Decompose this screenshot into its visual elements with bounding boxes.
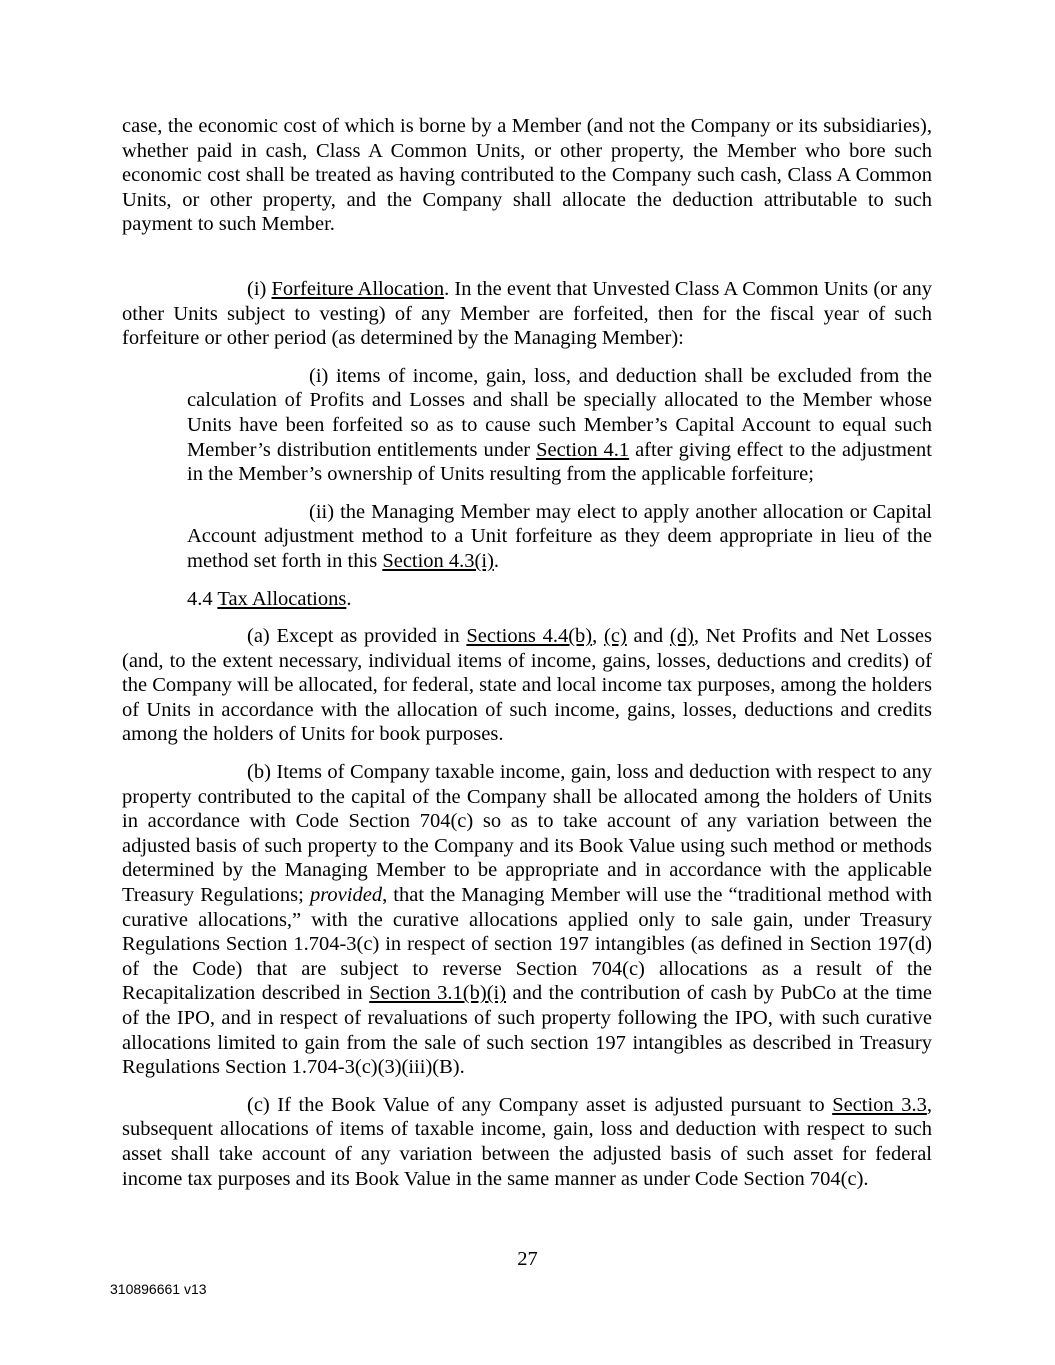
text-run: (c) If the Book Value of any Company asset is adjusted pursuant to (247, 1093, 833, 1116)
cross-reference: Forfeiture Allocation (271, 277, 445, 300)
emphasized-text: provided (309, 884, 383, 907)
cross-reference: (d) (669, 625, 694, 648)
text-run: (i) items of income, gain, loss, and deduction shall be excluded from the calculation of Profits and Losses and shall be specially allocated to the Member whose Units have been forfeited so as to cause such Member’s Capital Account to equal such Member’s distribution entitlements under (187, 364, 932, 461)
clause-i (187, 364, 932, 487)
text-run: and (626, 625, 670, 648)
cross-reference: Sections 4.4(b) (466, 625, 593, 648)
section-4-4-heading (187, 587, 932, 612)
document-id-stamp: 310896661 v13 (110, 1281, 207, 1297)
text-run: 4.4 (187, 587, 218, 610)
paragraph-a (122, 624, 932, 747)
cross-reference: Section 3.1(b)(i) (369, 982, 507, 1005)
text-run: . (493, 549, 500, 572)
text-run: (i) (247, 277, 272, 300)
text-run: case, the economic cost of which is borne by a Member (and not the Company or its subsidiaries), whether paid in cash, Class A Common Units, or other property, the Member who bore such economic cost shall be treated as having contributed to the Company such cash, Class A Common Units, or other property, and the Company shall allocate the deduction attributable to such payment to such Member. (122, 115, 932, 236)
page-number: 27 (517, 1248, 538, 1270)
cross-reference: Section 4.1 (536, 438, 630, 461)
text-run: , Net Profits and Net Losses (and, to the extent necessary, individual items of income, gains, losses, deductions and credits) of the Company will be allocated, for federal, state and local income tax purposes, among the holders of Units in accordance with the allocation of such income, gains, losses, deductions and credits among the holders of Units for book purposes. (122, 625, 933, 746)
cross-reference: Section 4.3(i) (382, 549, 494, 572)
cross-reference: Section 3.3 (832, 1093, 927, 1116)
paragraph-continuation (122, 114, 932, 237)
paragraph-c (122, 1093, 932, 1191)
text-run: , subsequent allocations of items of taxable income, gain, loss and deduction with respect to such asset shall take account of any variation between the adjusted basis of such asset for federal income tax purposes and its Book Value in the same manner as under Code Section 704(c). (122, 1093, 932, 1190)
text-run: . (346, 587, 352, 610)
text-run: (ii) the Managing Member may elect to apply another allocation or Capital Account adjustment method to a Unit forfeiture as they deem appropriate in lieu of the method set forth in this (187, 500, 932, 572)
cross-reference: (c) (604, 625, 627, 648)
text-run: and the contribution of cash by PubCo at the time of the IPO, and in respect of revaluations of such property following the IPO, with such curative allocations limited to gain from the sale of such section 197 intangibles as described in Treasury Regulations Section 1.704-3(c)(3)(iii)(B). (122, 982, 933, 1079)
text-run: (b) Items of Company taxable income, gain, loss and deduction with respect to any property contributed to the capital of the Company shall be allocated among the holders of Units in accordance with Code Section 704(c) so as to take account of any variation between the adjusted basis of such property to the Company and its Book Value using such method or methods determined by the Managing Member to be appropriate and in accordance with the applicable Treasury Regulations; (122, 761, 932, 907)
cross-reference: Tax Allocations (217, 587, 347, 610)
paragraph-b (122, 760, 932, 1080)
text-run: (a) Except as provided in (247, 625, 467, 648)
paragraph-forfeiture-allocation (122, 277, 932, 351)
text-run: after giving effect to the adjustment in the Member’s ownership of Units resulting from the applicable forfeiture; (187, 438, 932, 486)
clause-ii (187, 500, 932, 574)
text-run: , (592, 625, 605, 648)
document-body (122, 114, 932, 1204)
text-run: , that the Managing Member will use the “traditional method with curative allocations,” with the curative allocations applied only to sale gain, under Treasury Regulations Section 1.704-3(c) in respect of section 197 intangibles (as defined in Section 197(d) of the Code) that are subject to reverse Section 704(c) allocations as a result of the Recapitalization described in (122, 884, 933, 1005)
text-run: . In the event that Unvested Class A Common Units (or any other Units subject to vesting) of any Member are forfeited, then for the fiscal year of such forfeiture or other period (as determined by the Managing Member): (122, 277, 932, 350)
